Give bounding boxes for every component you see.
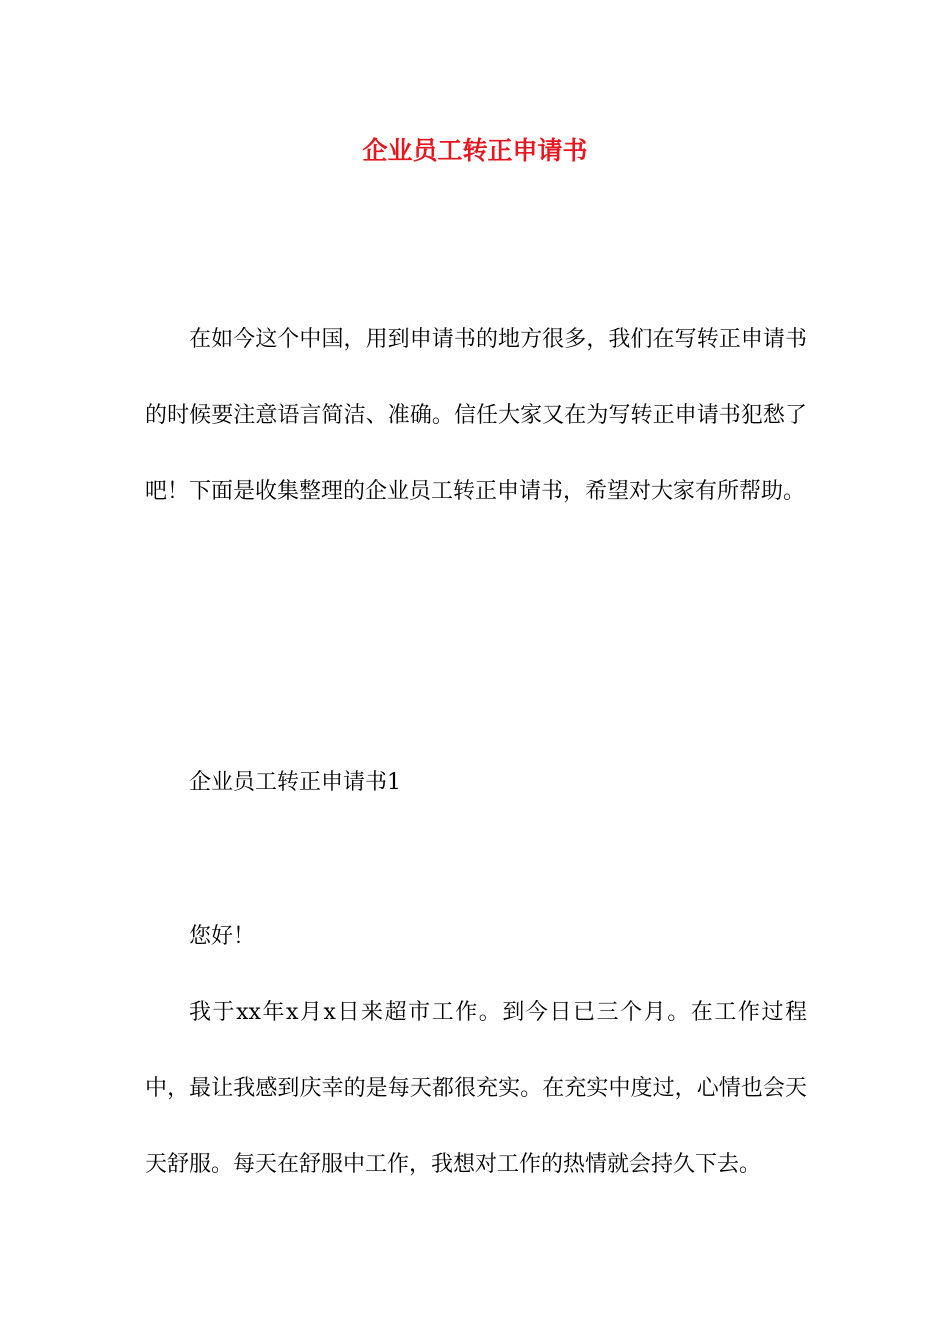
intro-paragraph: 在如今这个中国，用到申请书的地方很多，我们在写转正申请书的时候要注意语言简洁、准确。信任大家又在为写转正申请书犯愁了吧！下面是收集整理的企业员工转正申请书，希望对大家有所帮助。	[145, 327, 807, 504]
document-title: 企业员工转正申请书	[362, 136, 588, 165]
greeting-line: 您好！	[189, 924, 256, 949]
section-heading: 企业员工转正申请书1	[189, 770, 401, 795]
body-paragraph: 我于xx年x月x日来超市工作。到今日已三个月。在工作过程中，最让我感到庆幸的是每天都很充实。在充实中度过，心情也会天天舒服。每天在舒服中工作，我想对工作的热情就会持久下去。	[145, 1000, 807, 1177]
